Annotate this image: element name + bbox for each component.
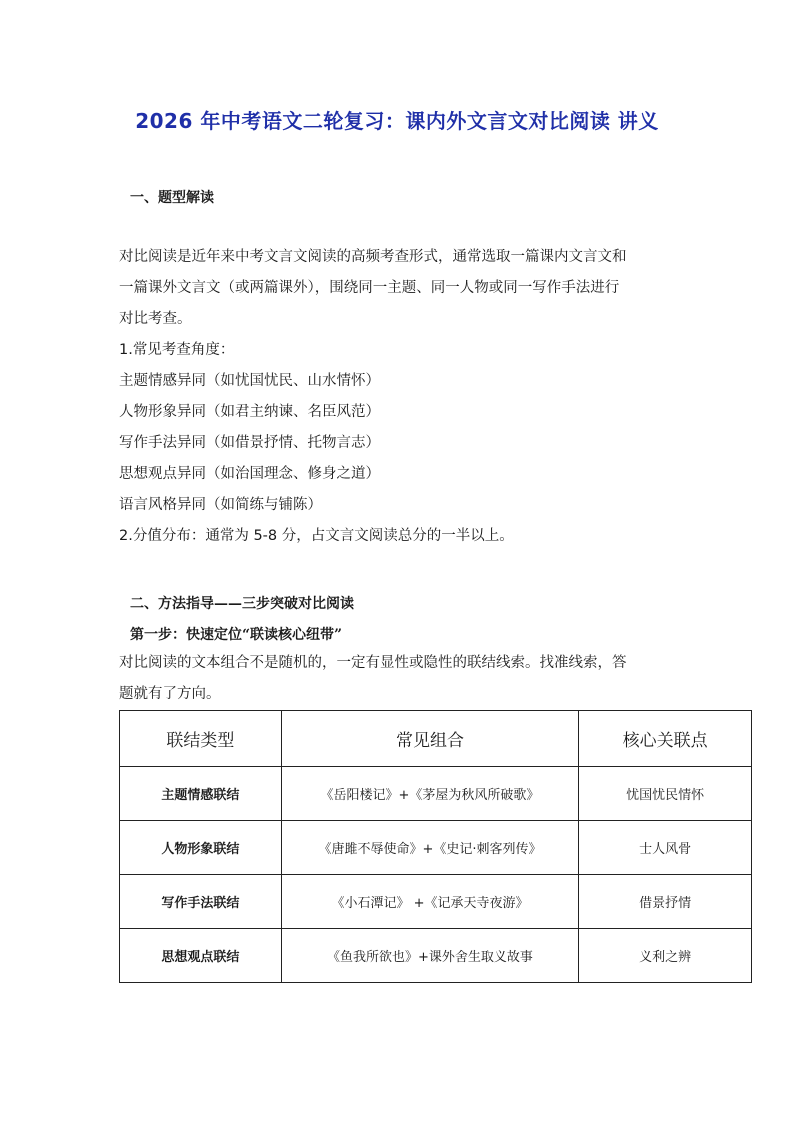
table-cell: 《小石潭记》 +《记承天寺夜游》 <box>281 875 579 929</box>
point-2: 2.分值分布：通常为 5-8 分，占文言文阅读总分的一半以上。 <box>119 528 514 544</box>
step-1-line: 题就有了方向。 <box>119 686 221 702</box>
table-header-row <box>120 711 752 767</box>
angle-item: 主题情感异同（如忧国忧民、山水情怀） <box>119 373 380 389</box>
table-cell: 思想观点联结 <box>120 929 282 983</box>
section-1-heading: 一、题型解读 <box>130 190 214 206</box>
table-row <box>120 821 752 875</box>
intro-line: 对比阅读是近年来中考文言文阅读的高频考查形式，通常选取一篇课内文言文和 <box>119 249 627 265</box>
point-1: 1.常见考查角度： <box>119 342 235 358</box>
angle-item: 思想观点异同（如治国理念、修身之道） <box>119 466 380 482</box>
table-row <box>120 875 752 929</box>
angle-item: 人物形象异同（如君主纳谏、名臣风范） <box>119 404 380 420</box>
intro-line: 一篇课外文言文（或两篇课外），围绕同一主题、同一人物或同一写作手法进行 <box>119 280 620 296</box>
table-row <box>120 929 752 983</box>
table-header: 联结类型 <box>120 711 282 767</box>
table-cell: 主题情感联结 <box>120 767 282 821</box>
table-cell: 义利之辨 <box>579 929 752 983</box>
page-title: 2026 年中考语文二轮复习：课内外文言文对比阅读 讲义 <box>135 109 659 133</box>
table-header: 核心关联点 <box>579 711 752 767</box>
intro-line: 对比考查。 <box>119 311 192 327</box>
step-1-line: 对比阅读的文本组合不是随机的，一定有显性或隐性的联结线索。找准线索，答 <box>119 655 627 671</box>
angle-item: 语言风格异同（如简练与铺陈） <box>119 497 322 513</box>
angle-item: 写作手法异同（如借景抒情、托物言志） <box>119 435 380 451</box>
table-row <box>120 767 752 821</box>
table-cell: 忧国忧民情怀 <box>579 767 752 821</box>
table-cell: 《唐雎不辱使命》+《史记·刺客列传》 <box>281 821 579 875</box>
table-cell: 写作手法联结 <box>120 875 282 929</box>
table-cell: 《岳阳楼记》+《茅屋为秋风所破歌》 <box>281 767 579 821</box>
section-1-body <box>119 242 627 552</box>
step-1-body <box>119 648 627 710</box>
table-cell: 士人风骨 <box>579 821 752 875</box>
section-2-heading: 二、方法指导——三步突破对比阅读 <box>130 596 354 612</box>
table-header: 常见组合 <box>281 711 579 767</box>
table-cell: 《鱼我所欲也》+课外舍生取义故事 <box>281 929 579 983</box>
table-cell: 借景抒情 <box>579 875 752 929</box>
link-type-table <box>119 710 752 983</box>
step-1-heading: 第一步：快速定位“联读核心纽带” <box>130 627 343 643</box>
table-cell: 人物形象联结 <box>120 821 282 875</box>
